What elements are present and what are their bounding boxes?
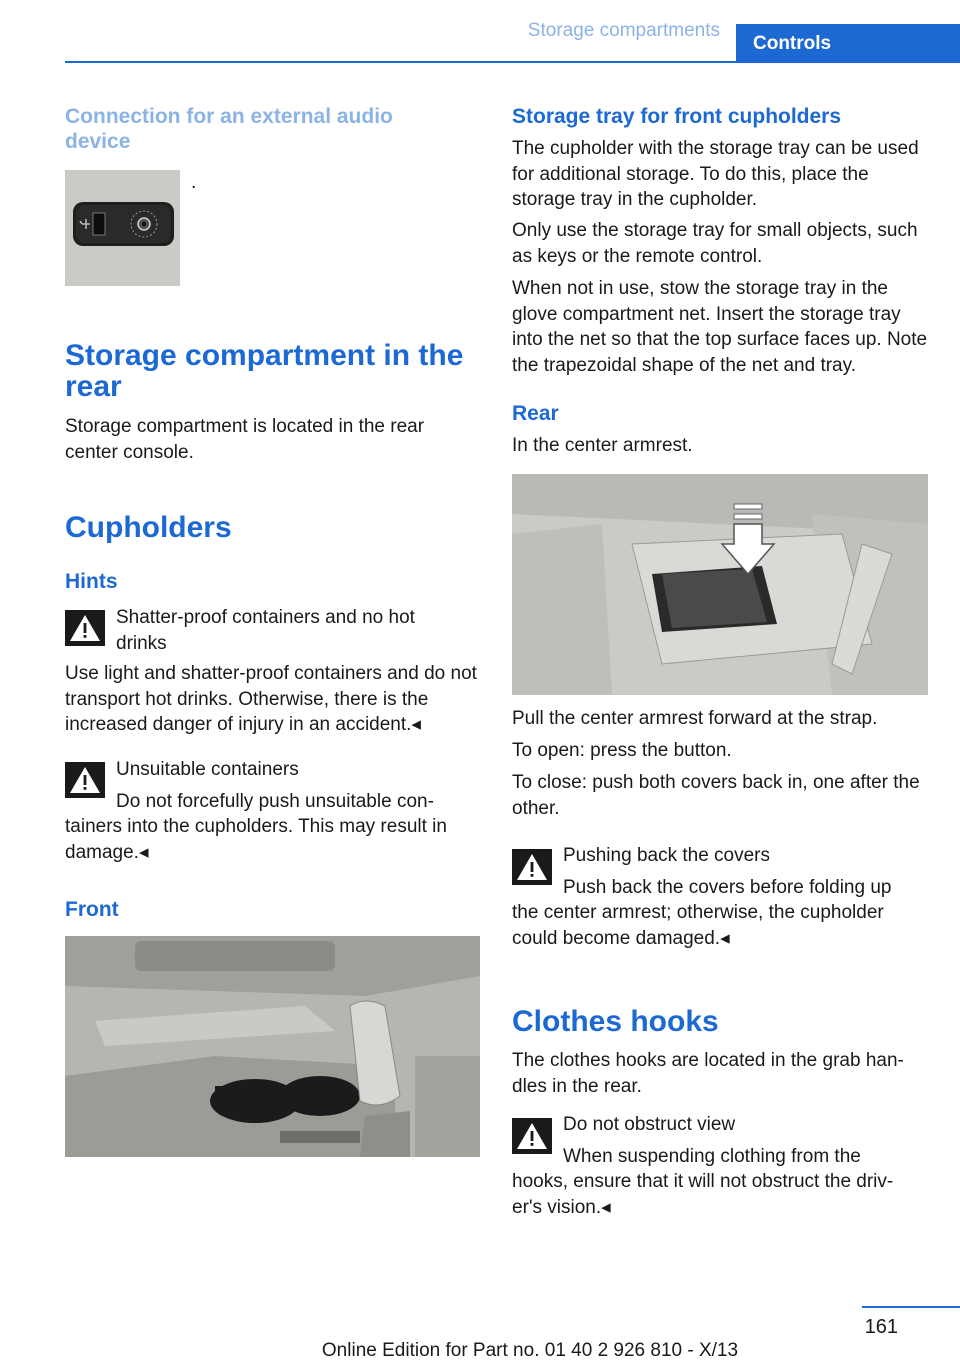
- tray-paragraph-1: The cupholder with the storage tray can be used for additional storage. To do this, place the storage tray in the cupholder.: [512, 138, 919, 210]
- header-chapter-tab: Controls: [736, 24, 960, 63]
- warning-icon: [65, 610, 105, 646]
- warning-icon: [512, 849, 552, 885]
- warning4-text-b: hooks, ensure that it will not obstruct the driv- er's vision.◂: [512, 1171, 894, 1218]
- footer-rule: [862, 1306, 960, 1308]
- audio-heading: Connection for an external audio device: [65, 105, 393, 153]
- tray-paragraph-3: When not in use, stow the storage tray in the glove compartment net. Insert the storage tray into the net so that the top surface faces up. Note the trapezoidal shape of the net and tray.: [512, 278, 928, 376]
- warning4-text-a: When suspending clothing from the: [563, 1146, 861, 1167]
- hints-heading: Hints: [65, 570, 118, 593]
- rear-heading: Rear: [512, 402, 559, 425]
- header-section-title: Storage compartments: [527, 19, 720, 41]
- warning3-title: Pushing back the covers: [563, 845, 771, 866]
- header-rule: [65, 61, 960, 63]
- rear-text: In the center armrest.: [512, 435, 693, 456]
- front-heading: Front: [65, 898, 119, 921]
- rear-paragraph-1: Pull the center armrest forward at the strap.: [512, 708, 878, 729]
- warning2-text-b: tainers into the cupholders. This may result in damage.◂: [65, 816, 447, 863]
- rear-paragraph-2: To open: press the button.: [512, 740, 732, 761]
- warning1-text: Use light and shatter-proof containers and do not transport hot drinks. Otherwise, there is the increased danger of injury in an accident.◂: [65, 663, 477, 735]
- rear-paragraph-3: To close: push both covers back in, one after the other.: [512, 772, 920, 819]
- warning2-text-a: Do not forcefully push unsuitable con-: [116, 791, 434, 812]
- hooks-heading: Clothes hooks: [512, 1005, 719, 1038]
- footer-edition: Online Edition for Part no. 01 40 2 926 810 - X/13: [321, 1340, 739, 1361]
- warning3-text-b: the center armrest; otherwise, the cupholder could become damaged.◂: [512, 902, 884, 949]
- page-number: 161: [864, 1316, 898, 1338]
- warning4-title: Do not obstruct view: [563, 1114, 736, 1135]
- audio-port-image: [65, 170, 180, 286]
- tray-paragraph-2: Only use the storage tray for small objects, such as keys or the remote control.: [512, 220, 918, 267]
- audio-dot: .: [191, 172, 197, 193]
- warning1-title: Shatter-proof containers and no hot drinks: [116, 607, 415, 654]
- hooks-text: The clothes hooks are located in the grab han- dles in the rear.: [512, 1050, 904, 1097]
- warning-icon: [65, 762, 105, 798]
- front-cupholder-image: [65, 936, 480, 1157]
- cupholders-heading: Cupholders: [65, 511, 232, 544]
- warning3-text-a: Push back the covers before folding up: [563, 877, 892, 898]
- tray-heading: Storage tray for front cupholders: [512, 105, 842, 128]
- rear-storage-text: Storage compartment is located in the rear center console.: [65, 416, 425, 463]
- warning2-title: Unsuitable containers: [116, 759, 299, 780]
- warning-icon: [512, 1118, 552, 1154]
- rear-armrest-image: [512, 474, 928, 695]
- rear-storage-heading: Storage compartment in the rear: [65, 339, 464, 403]
